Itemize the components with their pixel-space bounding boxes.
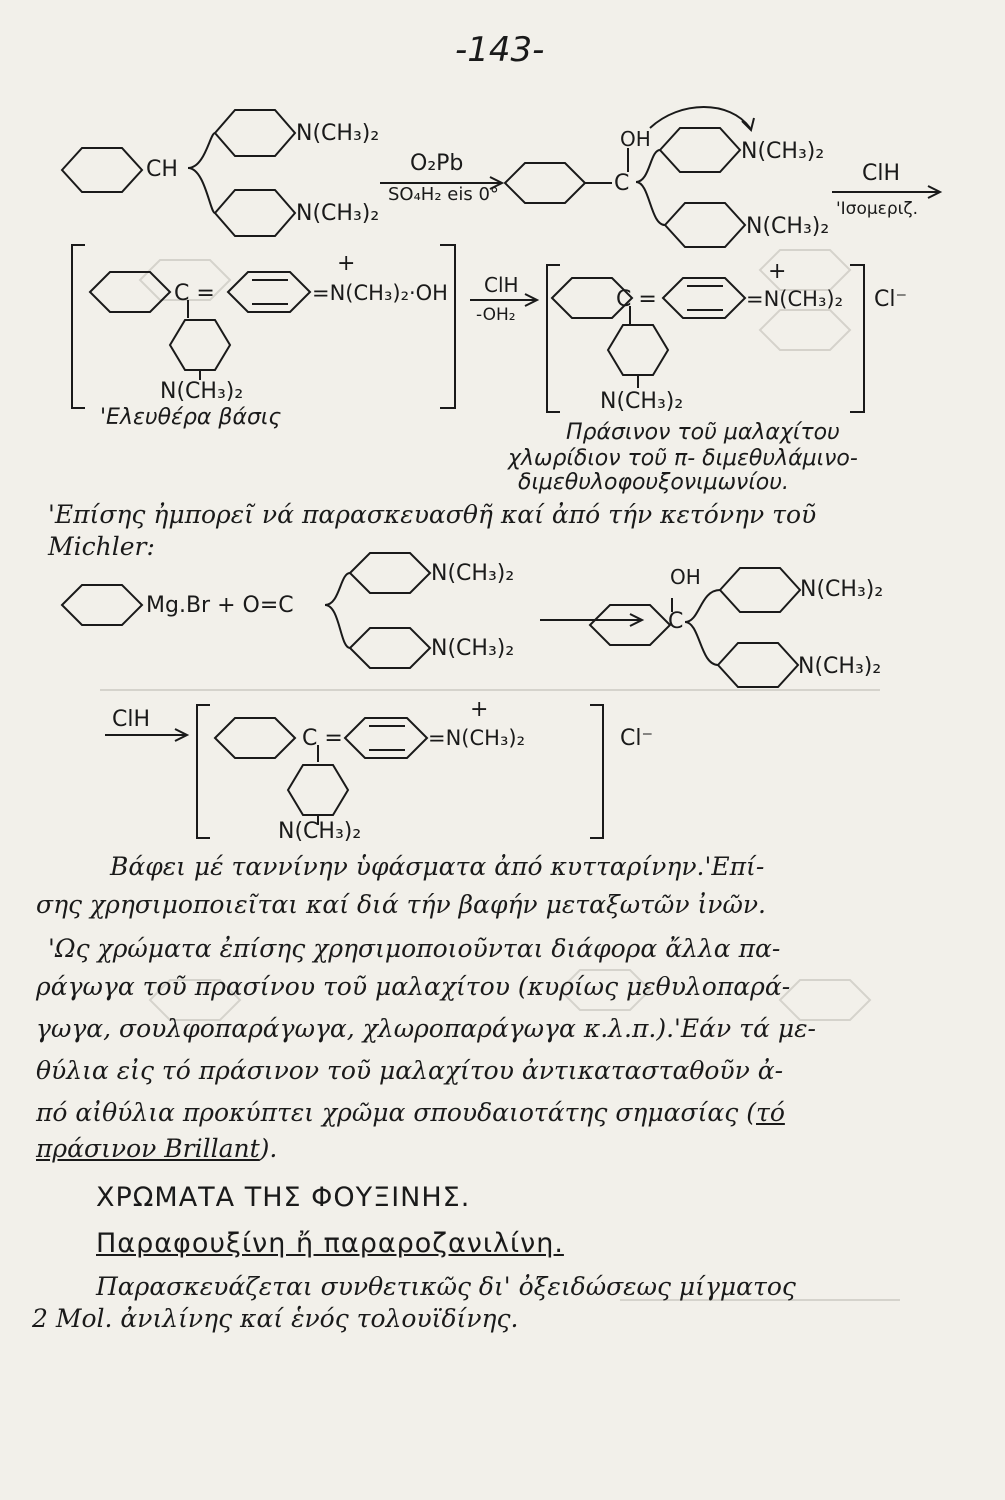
- malachite-name-line: διμεθυλοφουξονιμωνίου.: [518, 470, 789, 495]
- body-text-line: 'Ως χρώματα ἐπίσης χρησιμοποιοῦνται διάφορα ἄλλα πα-: [48, 934, 781, 963]
- iminium-label: =N(CH₃)₂: [746, 287, 843, 311]
- underlined-term: τό: [755, 1098, 785, 1127]
- body-text-line: γωγα, σουλφοπαράγωγα, χλωροπαράγωγα κ.λ.π.).'Εάν τά με-: [36, 1014, 816, 1043]
- benzene-ring: [665, 203, 745, 247]
- water-label: -OH₂: [476, 305, 516, 325]
- body-text-line: 'Επίσης ἠμπορεῖ νά παρασκευασθῆ καί ἀπό τήν κετόνην τοῦ: [48, 500, 817, 529]
- benzene-ring: [90, 272, 170, 312]
- plus-sign: +: [337, 251, 356, 276]
- malachite-green-label: Πράσινον τοῦ μαλαχίτου: [566, 420, 840, 445]
- nme2-label: N(CH₃)₂: [600, 389, 684, 414]
- iminium-label: =N(CH₃)₂·OH: [312, 281, 448, 305]
- bracket: [850, 265, 864, 412]
- body-text-line: ράγωγα τοῦ πρασίνου τοῦ μαλαχίτου (κυρίως μεθυλοπαρά-: [36, 972, 791, 1001]
- subsection-heading: Παραφουξίνη ἤ παραροζανιλίνη.: [96, 1228, 564, 1259]
- quinoid-ring: [345, 718, 427, 758]
- anion-label: Cl⁻: [620, 726, 654, 751]
- acid-label: ClH: [862, 161, 901, 186]
- bracket: [590, 705, 603, 838]
- benzene-ring: [608, 325, 668, 375]
- benzene-ring: [660, 128, 740, 172]
- carbon-eq: C =: [616, 287, 657, 312]
- isomerization-label: 'Ισομεριζ.: [836, 199, 919, 219]
- benzene-ring: [62, 585, 142, 625]
- nme2-label: N(CH₃)₂: [431, 636, 515, 661]
- reagent-top: O₂Pb: [410, 151, 464, 176]
- oh-label: OH: [620, 127, 651, 151]
- quinoid-ring: [228, 272, 310, 312]
- benzene-ring: [505, 163, 585, 203]
- section-heading: ΧΡΩΜΑΤΑ ΤΗΣ ΦΟΥΞΙΝΗΣ.: [96, 1182, 471, 1213]
- nme2-label: N(CH₃)₂: [160, 379, 244, 404]
- body-text-line: θύλια εἰς τό πράσινον τοῦ μαλαχίτου ἀντικατασταθοῦν ἀ-: [36, 1056, 784, 1085]
- nme2-label: N(CH₃)₂: [746, 214, 830, 239]
- nme2-label: N(CH₃)₂: [278, 819, 362, 844]
- carbon-eq: C =: [302, 726, 343, 751]
- acid-label: ClH: [484, 273, 519, 297]
- body-text-line: σης χρησιμοποιεῖται καί διά τήν βαφήν μεταξωτῶν ἰνῶν.: [36, 890, 766, 919]
- quinoid-ring: [663, 278, 745, 318]
- plus-sign: +: [470, 697, 489, 722]
- plus-sign: +: [768, 259, 787, 284]
- bracket: [547, 265, 560, 412]
- nme2-label: N(CH₃)₂: [800, 577, 884, 602]
- benzene-ring: [62, 148, 142, 192]
- bracket: [72, 245, 85, 408]
- nme2-label: N(CH₃)₂: [741, 139, 825, 164]
- body-text-line: Παρασκευάζεται συνθετικῶς δι' ὀξειδώσεως μίγματος: [96, 1272, 796, 1301]
- body-text-line: [36, 1098, 785, 1128]
- body-text-run: πό αἰθύλια προκύπτει χρῶμα σπουδαιοτάτης σημασίας (: [36, 1098, 756, 1127]
- body-text-run: ).: [259, 1134, 278, 1163]
- benzene-ring: [350, 553, 430, 593]
- grignard-label: Mg.Br + O=C: [146, 593, 294, 618]
- body-text-line: Michler:: [48, 532, 155, 561]
- benzene-ring: [350, 628, 430, 668]
- oh-label: OH: [670, 565, 701, 589]
- bracket: [440, 245, 455, 408]
- body-text-line: [36, 1134, 277, 1164]
- nme2-label: N(CH₃)₂: [296, 121, 380, 146]
- nme2-label: N(CH₃)₂: [431, 561, 515, 586]
- benzene-ring: [215, 110, 295, 156]
- benzene-ring: [288, 765, 348, 815]
- benzene-ring: [720, 568, 800, 612]
- iminium-label: Cl⁻: [874, 287, 908, 312]
- nme2-label: N(CH₃)₂: [296, 201, 380, 226]
- benzene-ring: [718, 643, 798, 687]
- nme2-label: N(CH₃)₂: [798, 654, 882, 679]
- carbon-label: C: [614, 171, 630, 196]
- reagent-bottom: SO₄H₂ eis 0°: [388, 184, 499, 205]
- carbon-label: C: [668, 609, 684, 634]
- bracket: [197, 705, 210, 838]
- free-base-label: 'Ελευθέρα βάσις: [100, 405, 282, 430]
- iminium-label: =N(CH₃)₂: [428, 726, 525, 750]
- carbon-eq: C =: [174, 281, 215, 306]
- malachite-name-line: χλωρίδιον τοῦ π- διμεθυλάμινο-: [508, 446, 858, 471]
- body-text-line: 2 Mol. ἀνιλίνης καί ἑνός τολουϊδίνης.: [32, 1304, 519, 1333]
- underlined-term: πράσινον Brillant: [36, 1134, 260, 1163]
- page-number: -143-: [455, 30, 545, 70]
- benzene-ring: [170, 320, 230, 370]
- acid-label: ClH: [112, 707, 151, 732]
- body-text-line: Βάφει μέ ταννίνην ὑφάσματα ἀπό κυτταρίνην.'Επί-: [110, 852, 765, 881]
- ch-group: CH: [146, 157, 178, 182]
- benzene-ring: [215, 718, 295, 758]
- benzene-ring: [215, 190, 295, 236]
